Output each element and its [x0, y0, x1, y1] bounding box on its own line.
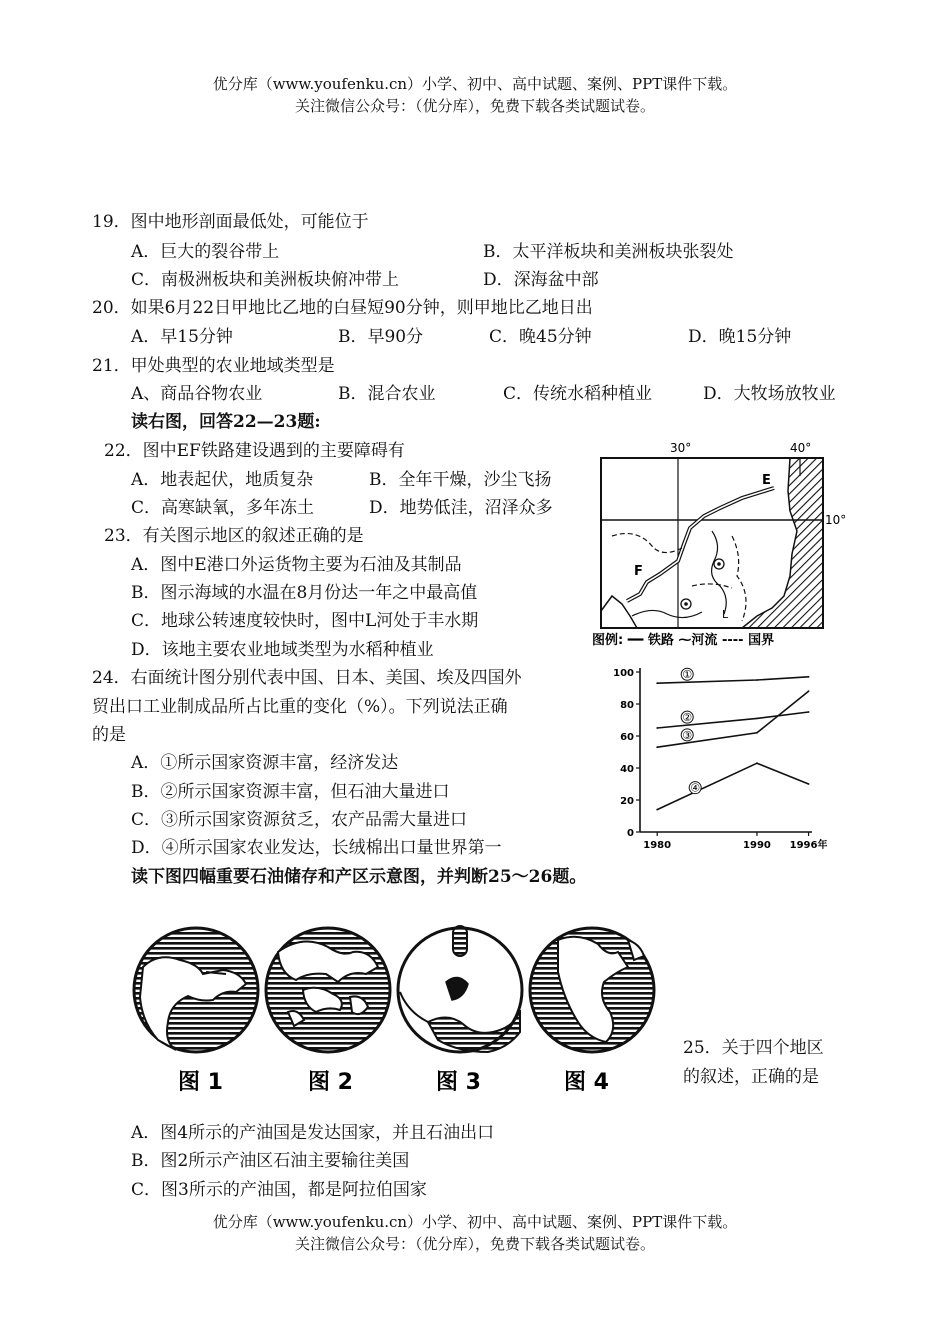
- q23-option-a: A．图中E港口外运货物主要为石油及其制品: [131, 555, 462, 575]
- series-line-2: [657, 712, 808, 728]
- map-legend: 图例: ━━ 铁路 ⁓河流 ---- 国界: [592, 633, 775, 648]
- east-africa-map: [592, 436, 852, 654]
- q24-option-c: C．③所示国家资源贫乏，农产品需大量进口: [131, 810, 468, 830]
- data-point-s3-0: [656, 746, 658, 748]
- map-label-e: E: [762, 473, 771, 488]
- q20-option-b: B．早90分: [338, 327, 424, 347]
- y-tick-label: 100: [613, 668, 634, 679]
- globe-1: [134, 928, 258, 1052]
- globe-4-label: 图 4: [564, 1070, 609, 1095]
- globe-3: [398, 926, 522, 1052]
- data-point-s3-2: [808, 690, 810, 692]
- q21-stem: 21．甲处典型的农业地域类型是: [92, 356, 335, 376]
- q23-option-b: B．图示海域的水温在8月份达一年之中最高值: [131, 583, 478, 603]
- footer-line-1: 优分库（www.youfenku.cn）小学、初中、高中试题、案例、PPT课件下载。: [212, 1213, 738, 1231]
- data-point-s2-0: [656, 727, 658, 729]
- header-line-1: 优分库（www.youfenku.cn）小学、初中、高中试题、案例、PPT课件下载。: [212, 75, 738, 93]
- header-line-2: 关注微信公众号：（优分库），免费下载各类试题试卷。: [294, 97, 655, 115]
- q21-option-a: A、商品谷物农业: [131, 384, 263, 404]
- q25-stem-2: 的叙述，正确的是: [683, 1067, 819, 1087]
- q23-stem: 23．有关图示地区的叙述正确的是: [104, 526, 364, 546]
- q19-option-b: B．太平洋板块和美洲板块张裂处: [483, 242, 734, 262]
- data-point-s2-1: [756, 718, 758, 720]
- q24-option-b: B．②所示国家资源丰富，但石油大量进口: [131, 782, 450, 802]
- q20-option-a: A．早15分钟: [131, 327, 233, 347]
- x-tick-label: 1980: [643, 840, 672, 850]
- x-tick-label: 1990: [743, 840, 771, 850]
- series-label-1: ①: [682, 668, 693, 682]
- y-tick-label: 40: [620, 764, 634, 775]
- q21-option-c: C．传统水稻种植业: [503, 384, 653, 404]
- q21-option-b: B．混合农业: [338, 384, 436, 404]
- y-tick-label: 60: [620, 732, 634, 743]
- globe-2: [266, 928, 390, 1052]
- data-point-s1-0: [656, 682, 658, 684]
- q22-option-b: B．全年干燥，沙尘飞扬: [369, 470, 552, 490]
- q24-stem-3: 的是: [92, 725, 126, 745]
- q24-stem-1: 24．右面统计图分别代表中国、日本、美国、埃及四国外: [92, 668, 522, 688]
- q24-option-a: A．①所示国家资源丰富，经济发达: [131, 753, 399, 773]
- q21-option-d: D．大牧场放牧业: [703, 384, 836, 404]
- map-label-l: L: [722, 608, 729, 621]
- q19-option-d: D．深海盆中部: [483, 270, 599, 290]
- footer-line-2: 关注微信公众号：（优分库），免费下载各类试题试卷。: [294, 1235, 655, 1253]
- q25-option-c: C．图3所示的产油国，都是阿拉伯国家: [131, 1180, 427, 1200]
- q23-option-d: D．该地主要农业地域类型为水稻种植业: [131, 640, 434, 660]
- globe-4: [530, 928, 654, 1052]
- data-point-s1-2: [808, 676, 810, 678]
- data-point-s4-1: [756, 762, 758, 764]
- map-lat-10-label: 10°: [825, 513, 847, 527]
- y-tick-label: 20: [620, 796, 634, 807]
- series-label-4: ④: [690, 781, 701, 795]
- q19-option-c: C．南极洲板块和美洲板块俯冲带上: [131, 270, 400, 290]
- globe-3-label: 图 3: [436, 1070, 481, 1095]
- map-lon-30-label: 30°: [670, 441, 692, 455]
- y-tick-label: 80: [620, 700, 634, 711]
- data-point-s1-1: [756, 679, 758, 681]
- y-tick-label: 0: [627, 828, 634, 839]
- q22-option-c: C．高寒缺氧，多年冻土: [131, 498, 315, 518]
- map-label-f: F: [634, 564, 643, 579]
- q25-option-a: A．图4所示的产油国是发达国家，并且石油出口: [131, 1123, 495, 1143]
- data-point-s4-2: [808, 783, 810, 785]
- data-point-s2-2: [808, 711, 810, 713]
- q19-stem: 19．图中地形剖面最低处，可能位于: [92, 212, 369, 232]
- read-instruction-25-26: 读下图四幅重要石油储存和产区示意图，并判断25～26题。: [131, 867, 587, 887]
- q24-option-d: D．④所示国家农业发达，长绒棉出口量世界第一: [131, 838, 502, 858]
- map-lon-40-label: 40°: [790, 441, 812, 455]
- q22-stem: 22．图中EF铁路建设遇到的主要障碍有: [104, 441, 405, 461]
- q22-option-d: D．地势低洼，沼泽众多: [369, 498, 553, 518]
- x-tick-label: 1996年: [789, 840, 827, 850]
- read-instruction-22-23: 读右图，回答22—23题:: [131, 412, 321, 432]
- series-line-1: [657, 677, 808, 683]
- export-share-line-chart: [612, 660, 827, 850]
- q20-option-d: D．晚15分钟: [688, 327, 792, 347]
- series-line-3: [657, 691, 808, 747]
- q20-stem: 20．如果6月22日甲地比乙地的白昼短90分钟，则甲地比乙地日出: [92, 298, 593, 318]
- series-label-2: ②: [682, 711, 693, 725]
- series-line-4: [657, 763, 808, 809]
- globe-1-label: 图 1: [178, 1070, 223, 1095]
- data-point-s4-0: [656, 809, 658, 811]
- q19-option-a: A．巨大的裂谷带上: [131, 242, 280, 262]
- q22-option-a: A．地表起伏，地质复杂: [131, 470, 314, 490]
- q24-stem-2: 贸出口工业制成品所占比重的变化（%）。下列说法正确: [92, 697, 508, 717]
- data-point-s3-1: [756, 732, 758, 734]
- q25-option-b: B．图2所示产油区石油主要输往美国: [131, 1151, 410, 1171]
- q25-stem-1: 25．关于四个地区: [683, 1038, 824, 1058]
- globe-2-label: 图 2: [308, 1070, 353, 1095]
- series-label-3: ③: [682, 728, 693, 742]
- q20-option-c: C．晚45分钟: [489, 327, 592, 347]
- q23-option-c: C．地球公转速度较快时，图中L河处于丰水期: [131, 611, 479, 631]
- oil-regions-globes: [128, 912, 668, 1102]
